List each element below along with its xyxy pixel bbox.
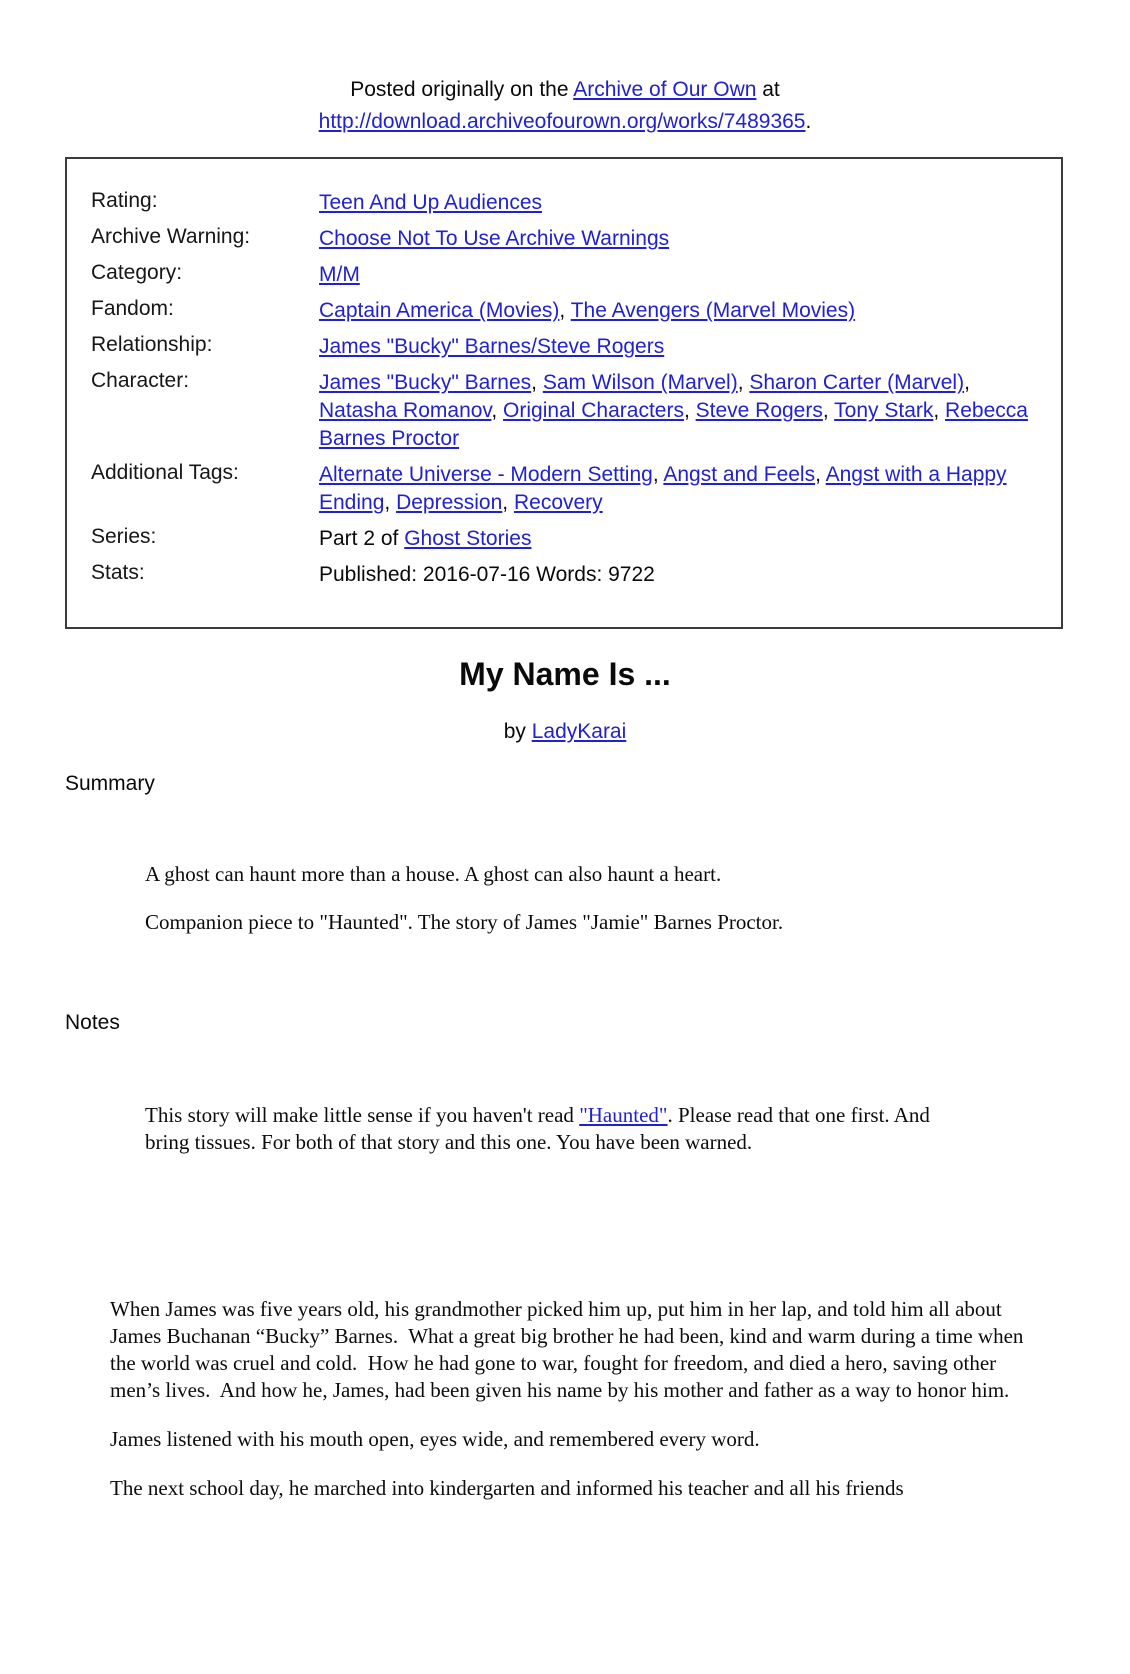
fandom-link[interactable]: The Avengers (Marvel Movies): [570, 299, 856, 322]
notes-text: This story will make little sense if you haven't read: [145, 1103, 580, 1127]
meta-value-relationship: [319, 331, 1035, 361]
summary-quote: [145, 861, 870, 936]
notes-text: . Please read that one first. And bring tissues. For both of that story and this one. You have been warned.: [145, 1103, 930, 1154]
character-text: ,: [531, 371, 543, 394]
meta-label-stats: Stats:: [91, 561, 145, 584]
meta-value-fandom: [319, 295, 1035, 325]
story-paragraph: The next school day, he marched into kindergarten and informed his teacher and all his friends: [110, 1476, 904, 1500]
meta-label-character: Character:: [91, 369, 190, 392]
rating-link[interactable]: Teen And Up Audiences: [319, 191, 543, 214]
work-metadata-box: [65, 157, 1063, 629]
summary-paragraph: Companion piece to "Haunted". The story of James "Jamie" Barnes Proctor.: [145, 910, 784, 934]
character-link[interactable]: Natasha Romanov: [319, 399, 492, 422]
meta-label-series: Series:: [91, 525, 157, 548]
meta-row-stats: [91, 559, 1035, 589]
additional-tags-link[interactable]: Angst and Feels: [663, 463, 816, 486]
character-text: ,: [822, 399, 835, 422]
meta-value-rating: [319, 187, 1035, 217]
notes-paragraph: [145, 1102, 970, 1156]
byline: [0, 719, 1130, 745]
posted-origin-text: Posted originally on the: [350, 78, 574, 101]
notes-quote: [145, 1102, 970, 1156]
author-link[interactable]: LadyKarai: [531, 720, 627, 743]
relationship-link[interactable]: James "Bucky" Barnes/Steve Rogers: [319, 335, 665, 358]
meta-label-fandom: Fandom:: [91, 297, 174, 320]
work-page: [0, 74, 1130, 1674]
meta-label-relationship: Relationship:: [91, 333, 213, 356]
additional-tags-text: ,: [652, 463, 664, 486]
category-link[interactable]: M/M: [319, 263, 360, 286]
additional-tags-text: ,: [815, 463, 826, 486]
character-text: ,: [737, 371, 750, 394]
notes-link[interactable]: "Haunted": [579, 1103, 668, 1127]
summary-heading: Summary: [65, 772, 155, 795]
character-link[interactable]: Sam Wilson (Marvel): [542, 371, 738, 394]
character-link[interactable]: Rebecca Barnes Proctor: [319, 399, 1028, 450]
story-body: [110, 1296, 1029, 1502]
posted-note-line2: [0, 106, 1130, 138]
additional-tags-link[interactable]: Alternate Universe - Modern Setting: [319, 463, 653, 486]
work-title: My Name Is ...: [459, 656, 671, 692]
summary-paragraph: A ghost can haunt more than a house. A ghost can also haunt a heart.: [145, 862, 722, 886]
character-link[interactable]: Tony Stark: [834, 399, 934, 422]
meta-value-category: [319, 259, 1035, 289]
character-link[interactable]: Steve Rogers: [695, 399, 823, 422]
meta-label-additional-tags: Additional Tags:: [91, 461, 239, 484]
meta-row-additional-tags: [91, 459, 1035, 517]
character-text: ,: [491, 399, 504, 422]
meta-value-archive-warning: [319, 223, 1035, 253]
meta-label-rating: Rating:: [91, 189, 158, 212]
meta-row-archive-warning: [91, 223, 1035, 253]
meta-row-relationship: [91, 331, 1035, 361]
additional-tags-text: ,: [502, 491, 514, 514]
meta-row-series: [91, 523, 1035, 553]
additional-tags-link[interactable]: Angst with a Happy Ending: [319, 463, 1007, 514]
meta-row-fandom: [91, 295, 1035, 325]
meta-label-category: Category:: [91, 261, 183, 284]
character-link[interactable]: Sharon Carter (Marvel): [749, 371, 965, 394]
meta-row-rating: [91, 187, 1035, 217]
additional-tags-text: ,: [384, 491, 397, 514]
download-url-text: .: [805, 110, 812, 133]
posted-note: [0, 74, 1130, 138]
meta-value-additional-tags: [319, 459, 1035, 517]
story-paragraph: When James was five years old, his grandmother picked him up, put him in her lap, and told him all about James Buchanan “Bucky” Barnes. What a great big brother he had been, kind and warm during a time when the world was cruel and cold. How he had gone to war, fought for freedom, and died a hero, saving other men’s lives. And how he, James, had been given his name by his mother and father as a way to honor him.: [110, 1297, 1029, 1402]
fandom-link[interactable]: Captain America (Movies): [319, 299, 560, 322]
notes-heading: Notes: [65, 1011, 120, 1034]
character-text: ,: [683, 399, 696, 422]
story-paragraph: James listened with his mouth open, eyes wide, and remembered every word.: [110, 1427, 760, 1451]
posted-origin-link[interactable]: Archive of Our Own: [573, 78, 757, 101]
series-text: Part 2 of: [319, 527, 405, 550]
character-text: ,: [964, 371, 970, 394]
meta-value-series: [319, 523, 1035, 553]
additional-tags-link[interactable]: Depression: [396, 491, 503, 514]
meta-label-archive-warning: Archive Warning:: [91, 225, 251, 248]
archive-warning-link[interactable]: Choose Not To Use Archive Warnings: [319, 227, 670, 250]
character-link[interactable]: Original Characters: [503, 399, 684, 422]
posted-note-line1: [0, 74, 1130, 106]
meta-value-stats: [319, 559, 1035, 589]
posted-origin-text: at: [756, 78, 780, 101]
meta-value-character: [319, 367, 1035, 453]
fandom-text: ,: [559, 299, 571, 322]
byline-prefix: by: [503, 720, 532, 743]
meta-row-character: [91, 367, 1035, 453]
meta-row-category: [91, 259, 1035, 289]
stats-text: Published: 2016-07-16 Words: 9722: [319, 563, 655, 586]
additional-tags-link[interactable]: Recovery: [513, 491, 603, 514]
series-link[interactable]: Ghost Stories: [404, 527, 532, 550]
download-url-link[interactable]: http://download.archiveofourown.org/works/7489365: [318, 110, 806, 133]
character-link[interactable]: James "Bucky" Barnes: [319, 371, 532, 394]
character-text: ,: [933, 399, 946, 422]
